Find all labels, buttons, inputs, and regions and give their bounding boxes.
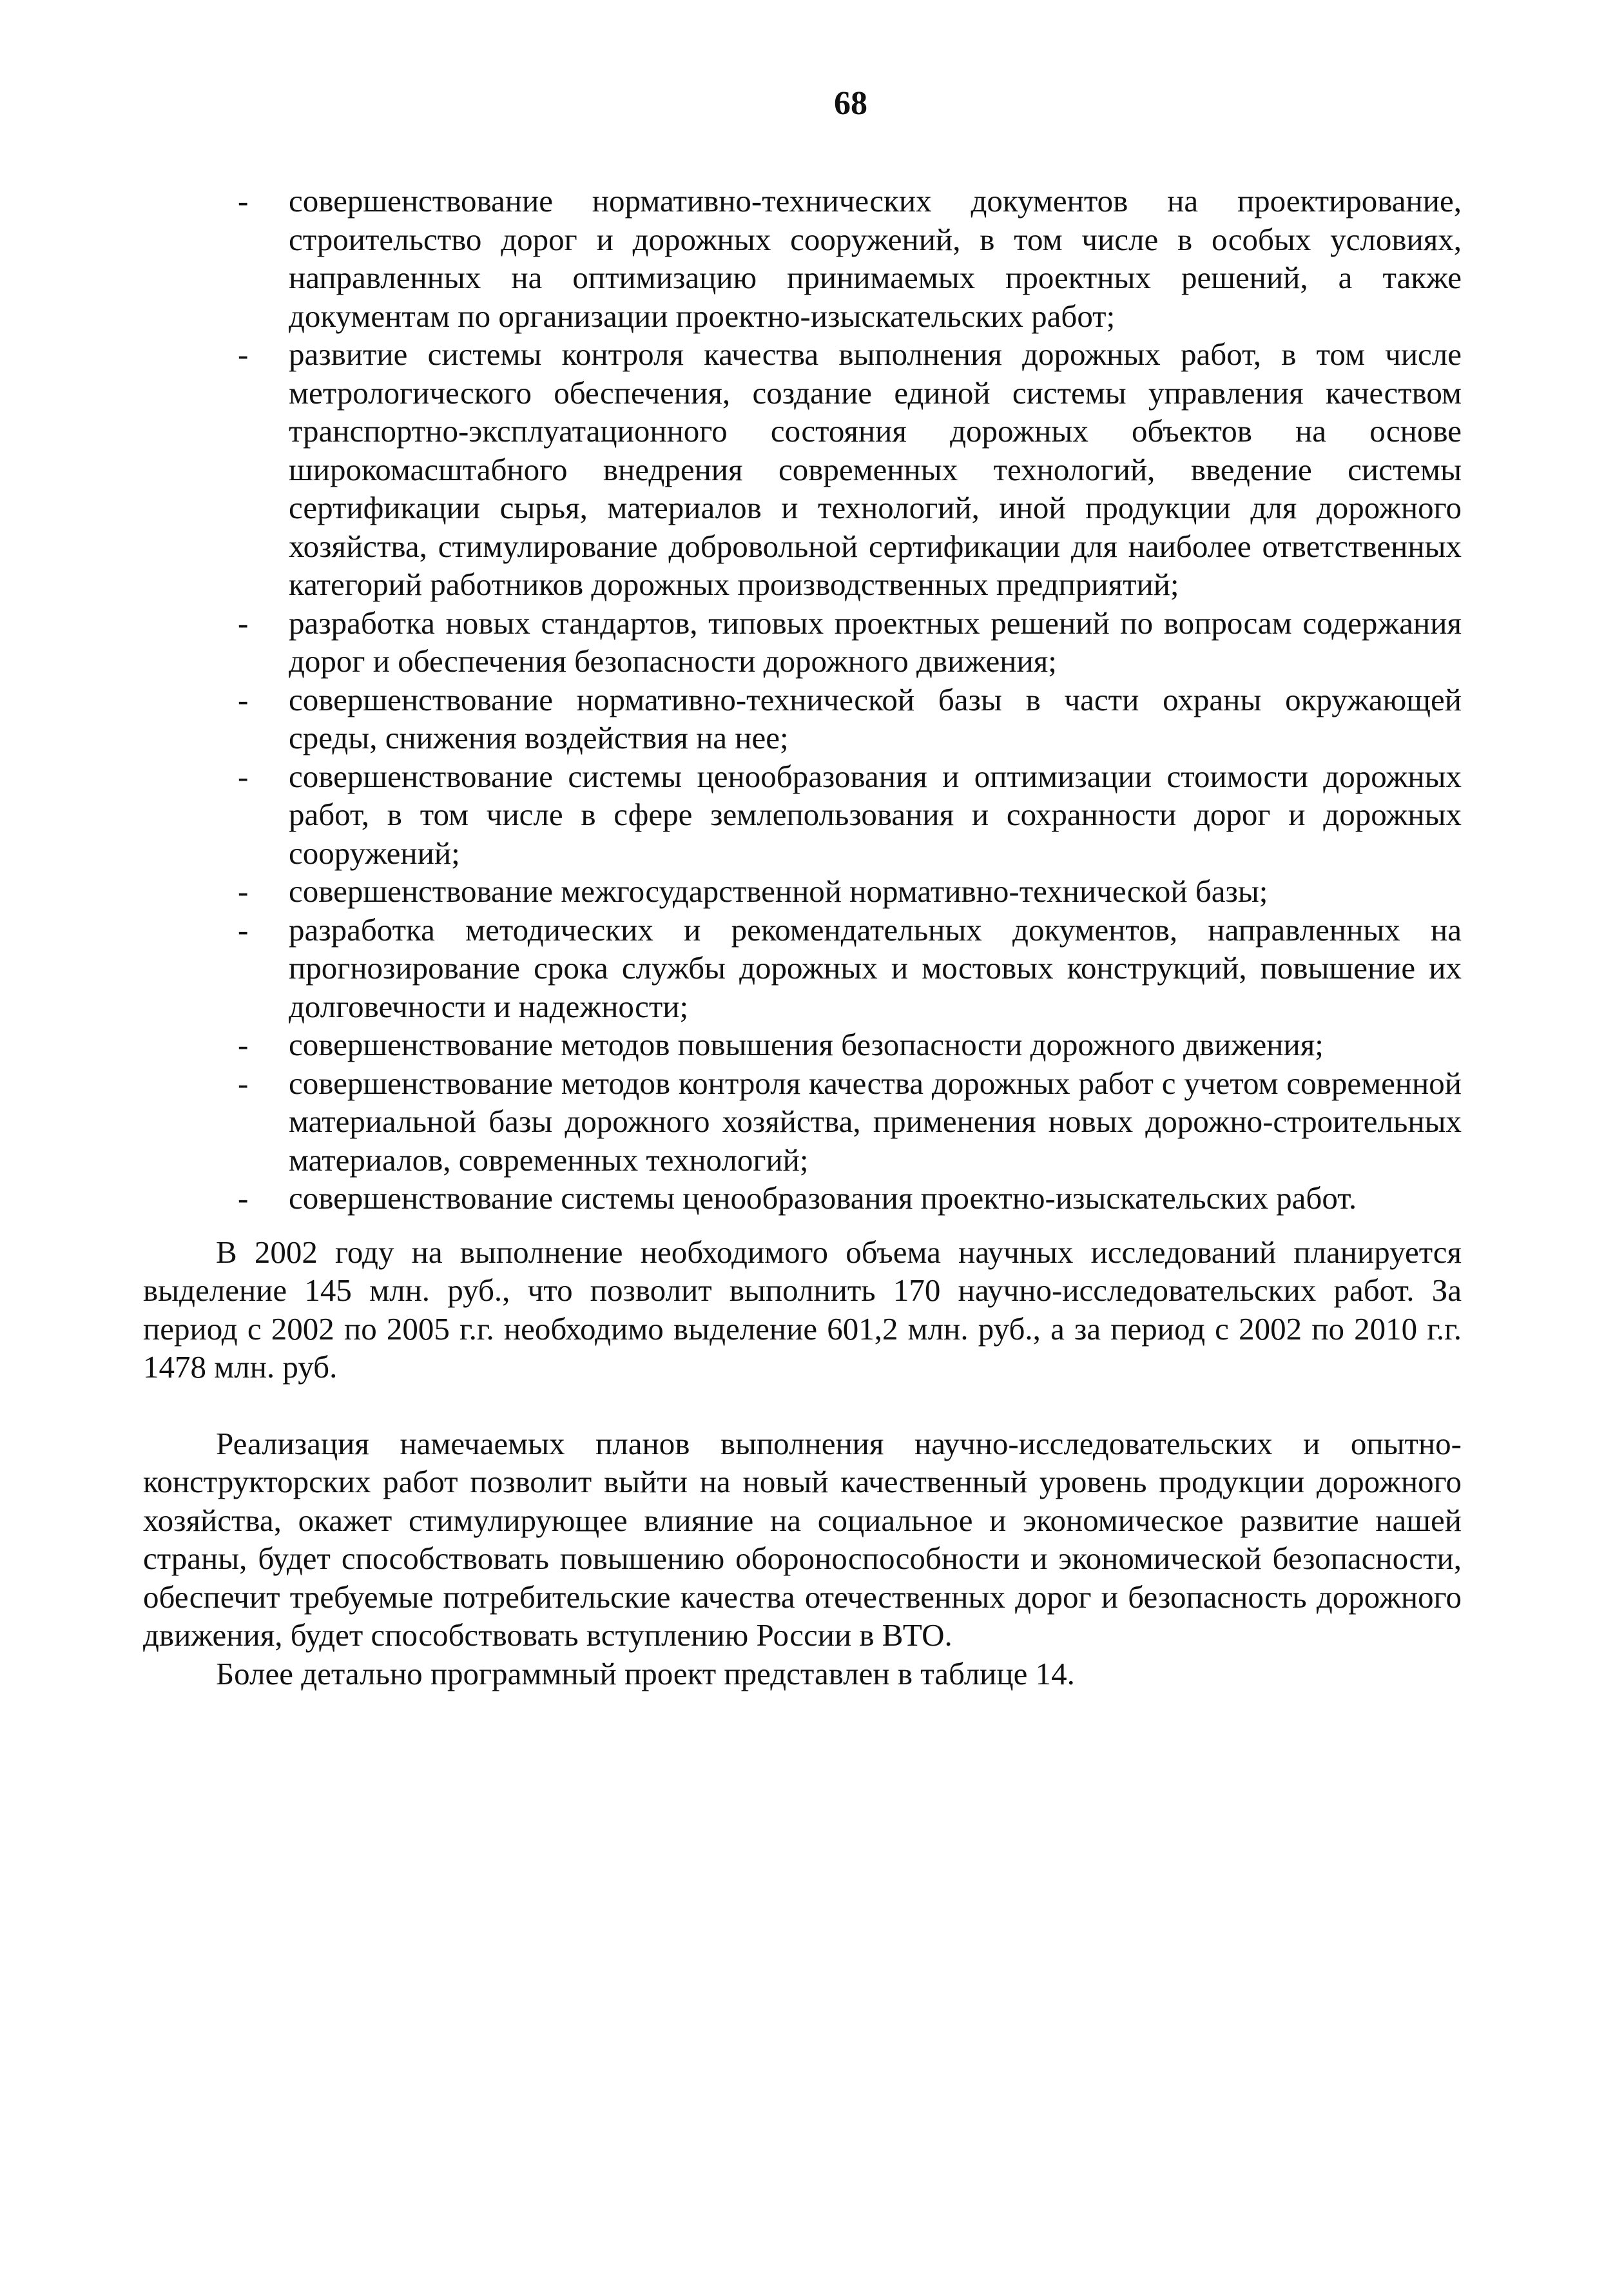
list-item — [143, 335, 1462, 604]
list-item-text: совершенствование системы ценообразования проектно-изыскательских работ. — [289, 1180, 1357, 1216]
page-number: 68 — [834, 85, 867, 122]
bullet-list — [143, 182, 1462, 1218]
bullet-dash: - — [238, 873, 249, 909]
bullet-dash: - — [238, 681, 249, 717]
list-item — [143, 1179, 1462, 1218]
list-item-text: разработка новых стандартов, типовых проектных решений по вопросам содержания дорог и обеспечения безопасности дорожного движения; — [289, 605, 1462, 679]
page-content — [143, 182, 1462, 1693]
bullet-dash: - — [238, 183, 249, 219]
list-item-text: совершенствование нормативно-технических документов на проектирование, строительство дорог и дорожных сооружений, в том числе в особых условиях, направленных на оптимизацию принимаемых проектных решений, а также документам по организации проектно-изыскательских работ; — [289, 183, 1462, 334]
bullet-dash: - — [238, 911, 249, 948]
list-item-text: совершенствование нормативно-технической базы в части охраны окружающей среды, снижения воздействия на нее; — [289, 681, 1462, 755]
list-item-text: совершенствование методов повышения безопасности дорожного движения; — [289, 1027, 1324, 1062]
bullet-dash: - — [238, 1027, 249, 1062]
outcome-paragraph: Реализация намечаемых планов выполнения научно-исследовательских и опытно-конструкторских работ позволит выйти на новый качественный уровень продукции дорожного хозяйства, окажет стимулирующее влияние на социальное и экономическое развитие нашей страны, будет способствовать повышению обороноспособности и экономической безопасности, обеспечит требуемые потребительские качества отечественных дорог и безопасность дорожного движения, будет способствовать вступлению России в ВТО. — [143, 1425, 1462, 1653]
bullet-dash: - — [238, 1180, 249, 1216]
bullet-dash: - — [238, 758, 249, 794]
funding-paragraph: В 2002 году на выполнение необходимого объема научных исследований планируется выделение 145 млн. руб., что позволит выполнить 170 научно-исследовательских работ. За период с 2002 по 2005 г.г. необходимо выделение 601,2 млн. руб., а за период с 2002 по 2010 г.г. 1478 млн. руб. — [143, 1234, 1462, 1385]
list-item — [143, 182, 1462, 335]
bullet-dash: - — [238, 605, 249, 641]
list-item-text: совершенствование методов контроля качества дорожных работ с учетом современной материальной базы дорожного хозяйства, применения новых дорожно-строительных материалов, современных технологий; — [289, 1065, 1462, 1178]
bullet-dash: - — [238, 336, 249, 372]
list-item — [143, 681, 1462, 757]
list-item — [143, 872, 1462, 911]
list-item-text: развитие системы контроля качества выполнения дорожных работ, в том числе метрологического обеспечения, создание единой системы управления качеством транспортно-эксплуатационного состояния дорожных объектов на основе широкомасштабного внедрения современных технологий, введение системы сертификации сырья, материалов и технологий, иной продукции для дорожного хозяйства, стимулирование добровольной сертификации для наиболее ответственных категорий работников дорожных производственных предприятий; — [289, 336, 1462, 602]
table-reference-paragraph: Более детально программный проект представлен в таблице 14. — [216, 1655, 1075, 1691]
list-item-text: совершенствование системы ценообразования и оптимизации стоимости дорожных работ, в том числе в сфере землепользования и сохранности дорог и дорожных сооружений; — [289, 758, 1462, 871]
list-item — [143, 1064, 1462, 1180]
list-item — [143, 1026, 1462, 1064]
list-item — [143, 911, 1462, 1026]
list-item-text: разработка методических и рекомендательных документов, направленных на прогнозирование срока службы дорожных и мостовых конструкций, повышение их долговечности и надежности; — [289, 911, 1462, 1024]
list-item-text: совершенствование межгосударственной нормативно-технической базы; — [289, 873, 1268, 909]
list-item — [143, 757, 1462, 873]
list-item — [143, 604, 1462, 681]
bullet-dash: - — [238, 1065, 249, 1101]
